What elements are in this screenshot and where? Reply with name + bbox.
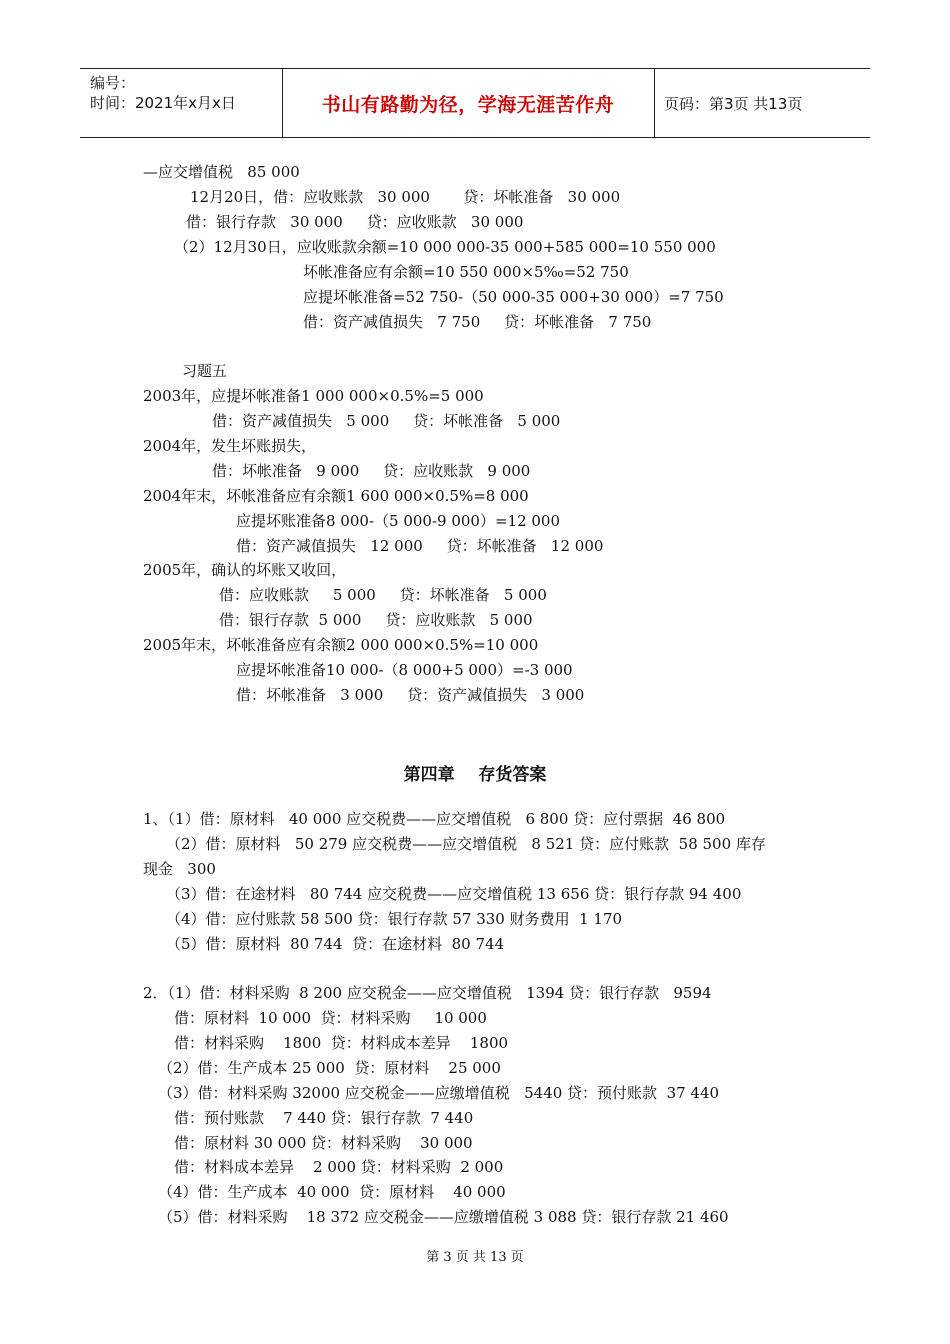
header-divider-right [654,69,655,137]
text-line: 2005年末，坏帐准备应有余额2 000 000×0.5%=10 000 [143,636,539,654]
header-motto: 书山有路勤为径，学海无涯苦作舟 [321,94,615,116]
chapter-title: 第四章 存货答案 [403,765,547,785]
text-line: （5）借：材料采购 18 372 应交税金——应缴增值税 3 088 贷：银行存款 21 460 [158,1208,729,1226]
text-line: 借：资产减值损失 7 750 贷：坏帐准备 7 750 [303,313,652,331]
text-line: 借：资产减值损失 12 000 贷：坏帐准备 12 000 [236,537,604,555]
exercise-heading: 习题五 [182,362,228,380]
text-line: 借：坏帐准备 9 000 贷：应收账款 9 000 [212,462,531,480]
number-label: 编号： [90,74,136,92]
text-line: 2．（1）借：材料采购 8 200 应交税金——应交增值税 1394 贷：银行存款 9594 [143,984,712,1002]
text-line: （3）借：在途材料 80 744 应交税费——应交增值税 13 656 贷：银行存款 94 400 [166,885,742,903]
text-line: 坏帐准备应有余额=10 550 000×5‰=52 750 [303,263,629,281]
text-line: （5）借：原材料 80 744 贷：在途材料 80 744 [166,935,505,953]
text-line: （4）借：应付账款 58 500 贷：银行存款 57 330 财务费用 1 170 [166,910,623,928]
text-line: 2005年，确认的坏账又收回， [143,561,347,579]
text-line: 2004年，发生坏账损失， [143,437,317,455]
text-line: 2003年，应提坏帐准备1 000 000×0.5%=5 000 [143,387,484,405]
text-line: 借：资产减值损失 5 000 贷：坏帐准备 5 000 [212,412,561,430]
page-footer: 第 3 页 共 13 页 [426,1250,524,1265]
text-line: 借：预付账款 7 440 贷：银行存款 7 440 [174,1109,474,1127]
text-line: （2）借：生产成本 25 000 贷：原材料 25 000 [158,1059,501,1077]
text-line: 借：银行存款 30 000 贷：应收账款 30 000 [186,213,524,231]
text-line: 借：材料采购 1800 贷：材料成本差异 1800 [174,1034,509,1052]
text-line: 2004年末，坏帐准备应有余额1 600 000×0.5%=8 000 [143,487,529,505]
text-line: 12月20日，借：应收账款 30 000 贷：坏帐准备 30 000 [190,188,621,206]
text-line: 借：材料成本差异 2 000 贷：材料采购 2 000 [174,1158,504,1176]
text-line: 借：银行存款 5 000 贷：应收账款 5 000 [219,611,533,629]
text-line: 借：坏帐准备 3 000 贷：资产减值损失 3 000 [236,686,585,704]
header-page-info: 页码：第3页 共13页 [664,95,803,113]
text-line: 借：原材料 30 000 贷：材料采购 30 000 [174,1134,473,1152]
text-line: 现金 300 [143,860,216,878]
text-line: 应提坏账准备8 000-（5 000-9 000）=12 000 [236,512,561,530]
text-line: —应交增值税 85 000 [143,163,300,181]
text-line: 借：原材料 10 000 贷：材料采购 10 000 [174,1009,487,1027]
text-line: 1、（1）借：原材料 40 000 应交税费——应交增值税 6 800 贷：应付票据 46 800 [143,810,726,828]
text-line: （2）借：原材料 50 279 应交税费——应交增值税 8 521 贷：应付账款 58 500 库存 [166,835,766,853]
text-line: （2）12月30日，应收账款余额=10 000 000-35 000+585 000=10 550 000 [174,238,716,256]
text-line: 应提坏帐准备10 000-（8 000+5 000）=-3 000 [236,661,573,679]
text-line: （3）借：材料采购 32000 应交税金——应缴增值税 5440 贷：预付账款 37 440 [158,1084,720,1102]
page-header [80,68,870,138]
text-line: （4）借：生产成本 40 000 贷：原材料 40 000 [158,1183,506,1201]
text-line: 应提坏帐准备=52 750-（50 000-35 000+30 000）=7 750 [303,288,724,306]
time-label: 时间：2021年x月x日 [90,94,236,112]
text-line: 借：应收账款 5 000 贷：坏帐准备 5 000 [219,586,547,604]
header-left-cell [90,73,236,113]
